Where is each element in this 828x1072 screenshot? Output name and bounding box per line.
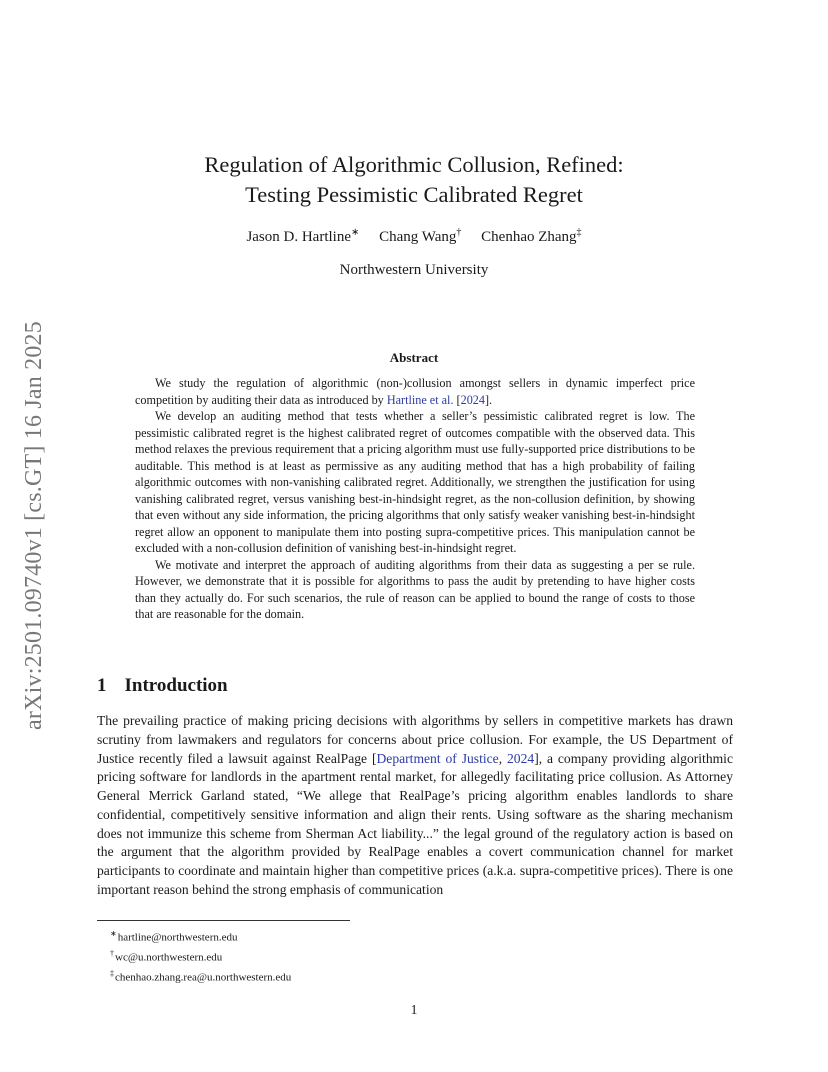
footnote-2	[110, 946, 291, 966]
author-footnote-mark: †	[456, 227, 462, 238]
intro-text-part-1: The prevailing practice of making pricing decisions with algorithms by sellers in competitive markets has drawn scrutiny from lawmakers and regulators for concerns about price collusion. For example, the US Department of Justice recently filed a lawsuit against RealPage [	[97, 713, 733, 766]
footnote-email[interactable]: chenhao.zhang.rea@u.northwestern.edu	[115, 971, 292, 984]
page-number: 1	[410, 1002, 418, 1017]
section-heading-introduction	[97, 675, 228, 697]
author-name: Chang Wang	[379, 229, 457, 245]
paper-title	[120, 150, 708, 210]
citation-bracket-close: ].	[484, 392, 493, 407]
affiliation: Northwestern University	[339, 262, 489, 278]
intro-paragraph-1	[97, 712, 733, 900]
citation-separator: ,	[498, 750, 507, 766]
citation-doj-author-link[interactable]: Department of Justice	[376, 750, 499, 766]
footnote-rule	[97, 920, 350, 921]
footnote-email[interactable]: wc@u.northwestern.edu	[115, 951, 223, 964]
abstract-paragraph-1	[135, 375, 695, 408]
citation-bracket-open: [	[453, 392, 461, 407]
section-number: 1	[97, 675, 107, 696]
section-title: Introduction	[124, 675, 228, 696]
author-name: Jason D. Hartline	[246, 229, 351, 245]
footnote-mark: ‡	[110, 968, 114, 978]
abstract-body	[135, 375, 695, 623]
author-footnote-mark: ∗	[351, 227, 360, 238]
author-list	[120, 227, 708, 246]
abstract-p1-text: We study the regulation of algorithmic (non-)collusion amongst sellers in dynamic imperfect price competition by auditing their data as introduced by	[135, 376, 695, 407]
arxiv-stamp	[14, 290, 54, 760]
footnote-mark: ∗	[110, 929, 117, 938]
footnote-mark: †	[110, 948, 114, 958]
footnote-3	[110, 966, 291, 986]
introduction-body	[97, 712, 733, 900]
arxiv-stamp-text: arXiv:2501.09740v1 [cs.GT] 16 Jan 2025	[20, 320, 47, 730]
intro-text-part-2: ], a company providing algorithmic pricing software for landlords in the apartment rental market, for allegedly facilitating price collusion. As Attorney General Merrick Garland stated, “We allege that RealPage’s pricing algorithm enables landlords to share confidential, competitively sensitive information and align their rents. Using software as the sharing mechanism does not immunize this scheme from Sherman Act liability...” the legal ground of the regulatory action is based on the argument that the algorithm provided by RealPage enables a covert communication channel for market participants to coordinate and maintain higher than competitive prices (a.k.a. supra-competitive prices). There is one important reason behind the strong emphasis of communication	[97, 750, 733, 897]
author-hartline	[246, 229, 359, 245]
author-zhang	[481, 229, 581, 245]
footnote-1	[110, 926, 291, 946]
author-name: Chenhao Zhang	[481, 229, 577, 245]
title-line-1: Regulation of Algorithmic Collusion, Refined:	[204, 152, 624, 177]
title-line-2: Testing Pessimistic Calibrated Regret	[245, 182, 583, 207]
abstract-heading: Abstract	[389, 350, 439, 365]
author-wang	[379, 229, 461, 245]
footnote-email[interactable]: hartline@northwestern.edu	[117, 931, 238, 944]
abstract-paragraph-3: We motivate and interpret the approach of auditing algorithms from their data as suggesting a per se rule. However, we demonstrate that it is possible for algorithms to pass the audit by pretending to have higher costs than they actually do. For such scenarios, the rule of reason can be applied to bound the range of costs to those that are reasonable for the domain.	[135, 557, 695, 621]
abstract-paragraph-2: We develop an auditing method that tests whether a seller’s pessimistic calibrated regret is low. The pessimistic calibrated regret is the highest calibrated regret of outcomes compatible with the observed data. This method relaxes the previous requirement that a pricing algorithm must use fully-supported price distributions to be auditable. This method is at least as permissive as any auditing method that has a high probability of failing algorithmic outcomes with non-vanishing calibrated regret. Additionally, we strengthen the justification for using vanishing calibrated regret, versus vanishing best-in-hindsight regret, as the non-collusion definition, by showing that even without any side information, the pricing algorithms that only satisfy weaker vanishing best-in-hindsight regret allow an opponent to manipulate them into posting supra-competitive prices. This manipulation cannot be excluded with a non-collusion definition of vanishing best-in-hindsight regret.	[135, 409, 695, 555]
author-footnote-mark: ‡	[576, 227, 582, 238]
citation-hartline-author-link[interactable]: Hartline et al.	[386, 392, 454, 407]
citation-hartline-year-link[interactable]: 2024	[460, 392, 485, 407]
citation-doj-year-link[interactable]: 2024	[507, 750, 535, 766]
footnotes	[110, 926, 291, 986]
